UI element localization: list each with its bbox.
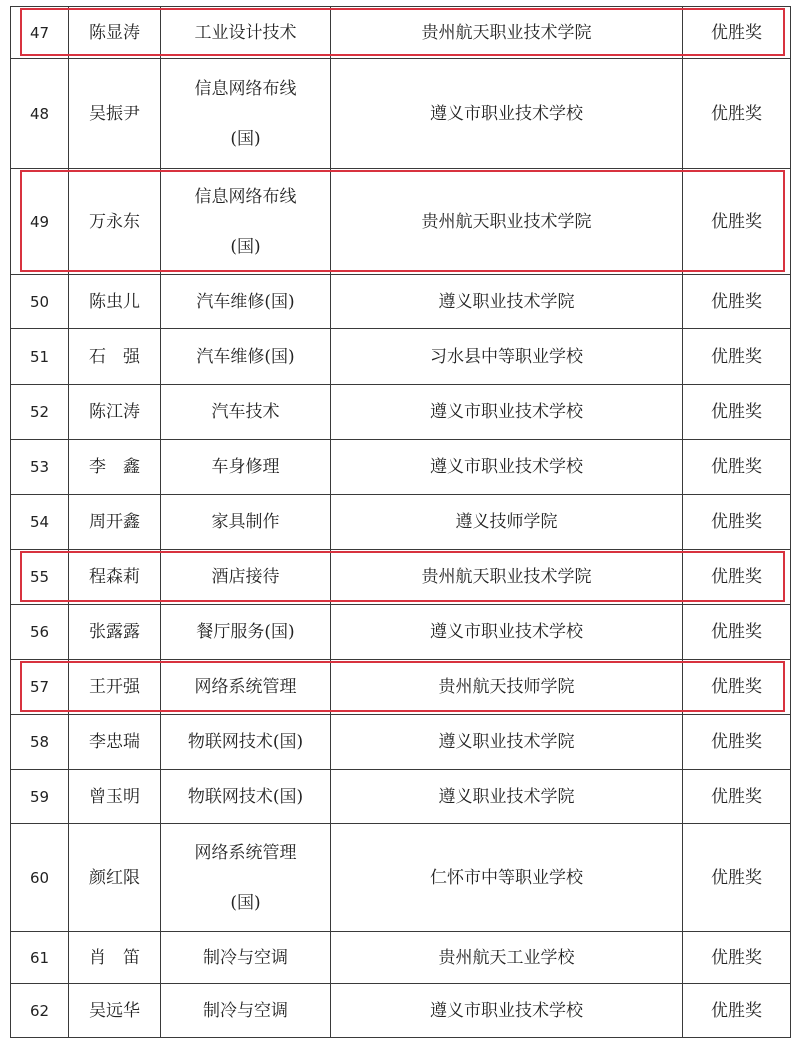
table-row — [11, 275, 791, 329]
table-row — [11, 59, 791, 169]
school-name: 贵州航天职业技术学院 — [331, 7, 683, 59]
winner-name: 颜红限 — [69, 824, 161, 932]
award-level: 优胜奖 — [683, 605, 791, 660]
school-name: 遵义职业技术学院 — [331, 770, 683, 824]
winner-name: 陈虫儿 — [69, 275, 161, 329]
award-level: 优胜奖 — [683, 329, 791, 385]
winner-name: 张露露 — [69, 605, 161, 660]
table-row — [11, 715, 791, 770]
table-row — [11, 7, 791, 59]
table-row — [11, 984, 791, 1038]
school-name: 遵义市职业技术学校 — [331, 605, 683, 660]
award-level: 优胜奖 — [683, 275, 791, 329]
competition-project: 物联网技术(国) — [161, 770, 331, 824]
competition-project: 制冷与空调 — [161, 932, 331, 984]
school-name: 习水县中等职业学校 — [331, 329, 683, 385]
winner-name: 曾玉明 — [69, 770, 161, 824]
school-name: 遵义职业技术学院 — [331, 715, 683, 770]
school-name: 贵州航天技师学院 — [331, 660, 683, 715]
winner-name: 万永东 — [69, 169, 161, 275]
competition-project: 信息网络布线 (国) — [161, 59, 331, 169]
award-level: 优胜奖 — [683, 932, 791, 984]
school-name: 遵义职业技术学院 — [331, 275, 683, 329]
school-name: 遵义市职业技术学校 — [331, 59, 683, 169]
row-number: 61 — [11, 932, 69, 984]
school-name: 遵义市职业技术学校 — [331, 440, 683, 495]
school-name: 贵州航天职业技术学院 — [331, 169, 683, 275]
award-level: 优胜奖 — [683, 7, 791, 59]
competition-project: 酒店接待 — [161, 550, 331, 605]
winner-name: 吴远华 — [69, 984, 161, 1038]
competition-project: 汽车维修(国) — [161, 329, 331, 385]
competition-project: 制冷与空调 — [161, 984, 331, 1038]
table-row — [11, 660, 791, 715]
competition-project: 车身修理 — [161, 440, 331, 495]
row-number: 51 — [11, 329, 69, 385]
award-level: 优胜奖 — [683, 59, 791, 169]
table-row — [11, 329, 791, 385]
award-table-body — [11, 7, 791, 1038]
winner-name: 吴振尹 — [69, 59, 161, 169]
school-name: 贵州航天工业学校 — [331, 932, 683, 984]
winner-name: 王开强 — [69, 660, 161, 715]
row-number: 57 — [11, 660, 69, 715]
winner-name: 肖 笛 — [69, 932, 161, 984]
row-number: 62 — [11, 984, 69, 1038]
competition-project: 网络系统管理 (国) — [161, 824, 331, 932]
competition-project: 物联网技术(国) — [161, 715, 331, 770]
table-row — [11, 605, 791, 660]
winner-name: 李 鑫 — [69, 440, 161, 495]
award-level: 优胜奖 — [683, 440, 791, 495]
row-number: 53 — [11, 440, 69, 495]
table-row — [11, 495, 791, 550]
row-number: 54 — [11, 495, 69, 550]
table-row — [11, 770, 791, 824]
winner-name: 陈江涛 — [69, 385, 161, 440]
table-row — [11, 824, 791, 932]
award-level: 优胜奖 — [683, 660, 791, 715]
winner-name: 程森莉 — [69, 550, 161, 605]
row-number: 49 — [11, 169, 69, 275]
competition-project: 信息网络布线 (国) — [161, 169, 331, 275]
school-name: 遵义技师学院 — [331, 495, 683, 550]
row-number: 56 — [11, 605, 69, 660]
school-name: 遵义市职业技术学校 — [331, 385, 683, 440]
school-name: 遵义市职业技术学校 — [331, 984, 683, 1038]
table-row — [11, 385, 791, 440]
school-name: 贵州航天职业技术学院 — [331, 550, 683, 605]
table-row — [11, 932, 791, 984]
award-level: 优胜奖 — [683, 550, 791, 605]
award-level: 优胜奖 — [683, 715, 791, 770]
award-level: 优胜奖 — [683, 984, 791, 1038]
table-row — [11, 169, 791, 275]
competition-project: 汽车技术 — [161, 385, 331, 440]
row-number: 48 — [11, 59, 69, 169]
competition-project: 家具制作 — [161, 495, 331, 550]
row-number: 60 — [11, 824, 69, 932]
winner-name: 李忠瑞 — [69, 715, 161, 770]
competition-project: 工业设计技术 — [161, 7, 331, 59]
competition-project: 餐厅服务(国) — [161, 605, 331, 660]
row-number: 58 — [11, 715, 69, 770]
award-level: 优胜奖 — [683, 385, 791, 440]
award-table — [10, 6, 791, 1038]
row-number: 47 — [11, 7, 69, 59]
row-number: 52 — [11, 385, 69, 440]
competition-project: 网络系统管理 — [161, 660, 331, 715]
winner-name: 陈显涛 — [69, 7, 161, 59]
table-row — [11, 440, 791, 495]
row-number: 59 — [11, 770, 69, 824]
competition-project: 汽车维修(国) — [161, 275, 331, 329]
award-level: 优胜奖 — [683, 770, 791, 824]
award-level: 优胜奖 — [683, 169, 791, 275]
winner-name: 周开鑫 — [69, 495, 161, 550]
award-level: 优胜奖 — [683, 495, 791, 550]
winner-name: 石 强 — [69, 329, 161, 385]
row-number: 50 — [11, 275, 69, 329]
award-level: 优胜奖 — [683, 824, 791, 932]
school-name: 仁怀市中等职业学校 — [331, 824, 683, 932]
row-number: 55 — [11, 550, 69, 605]
table-row — [11, 550, 791, 605]
